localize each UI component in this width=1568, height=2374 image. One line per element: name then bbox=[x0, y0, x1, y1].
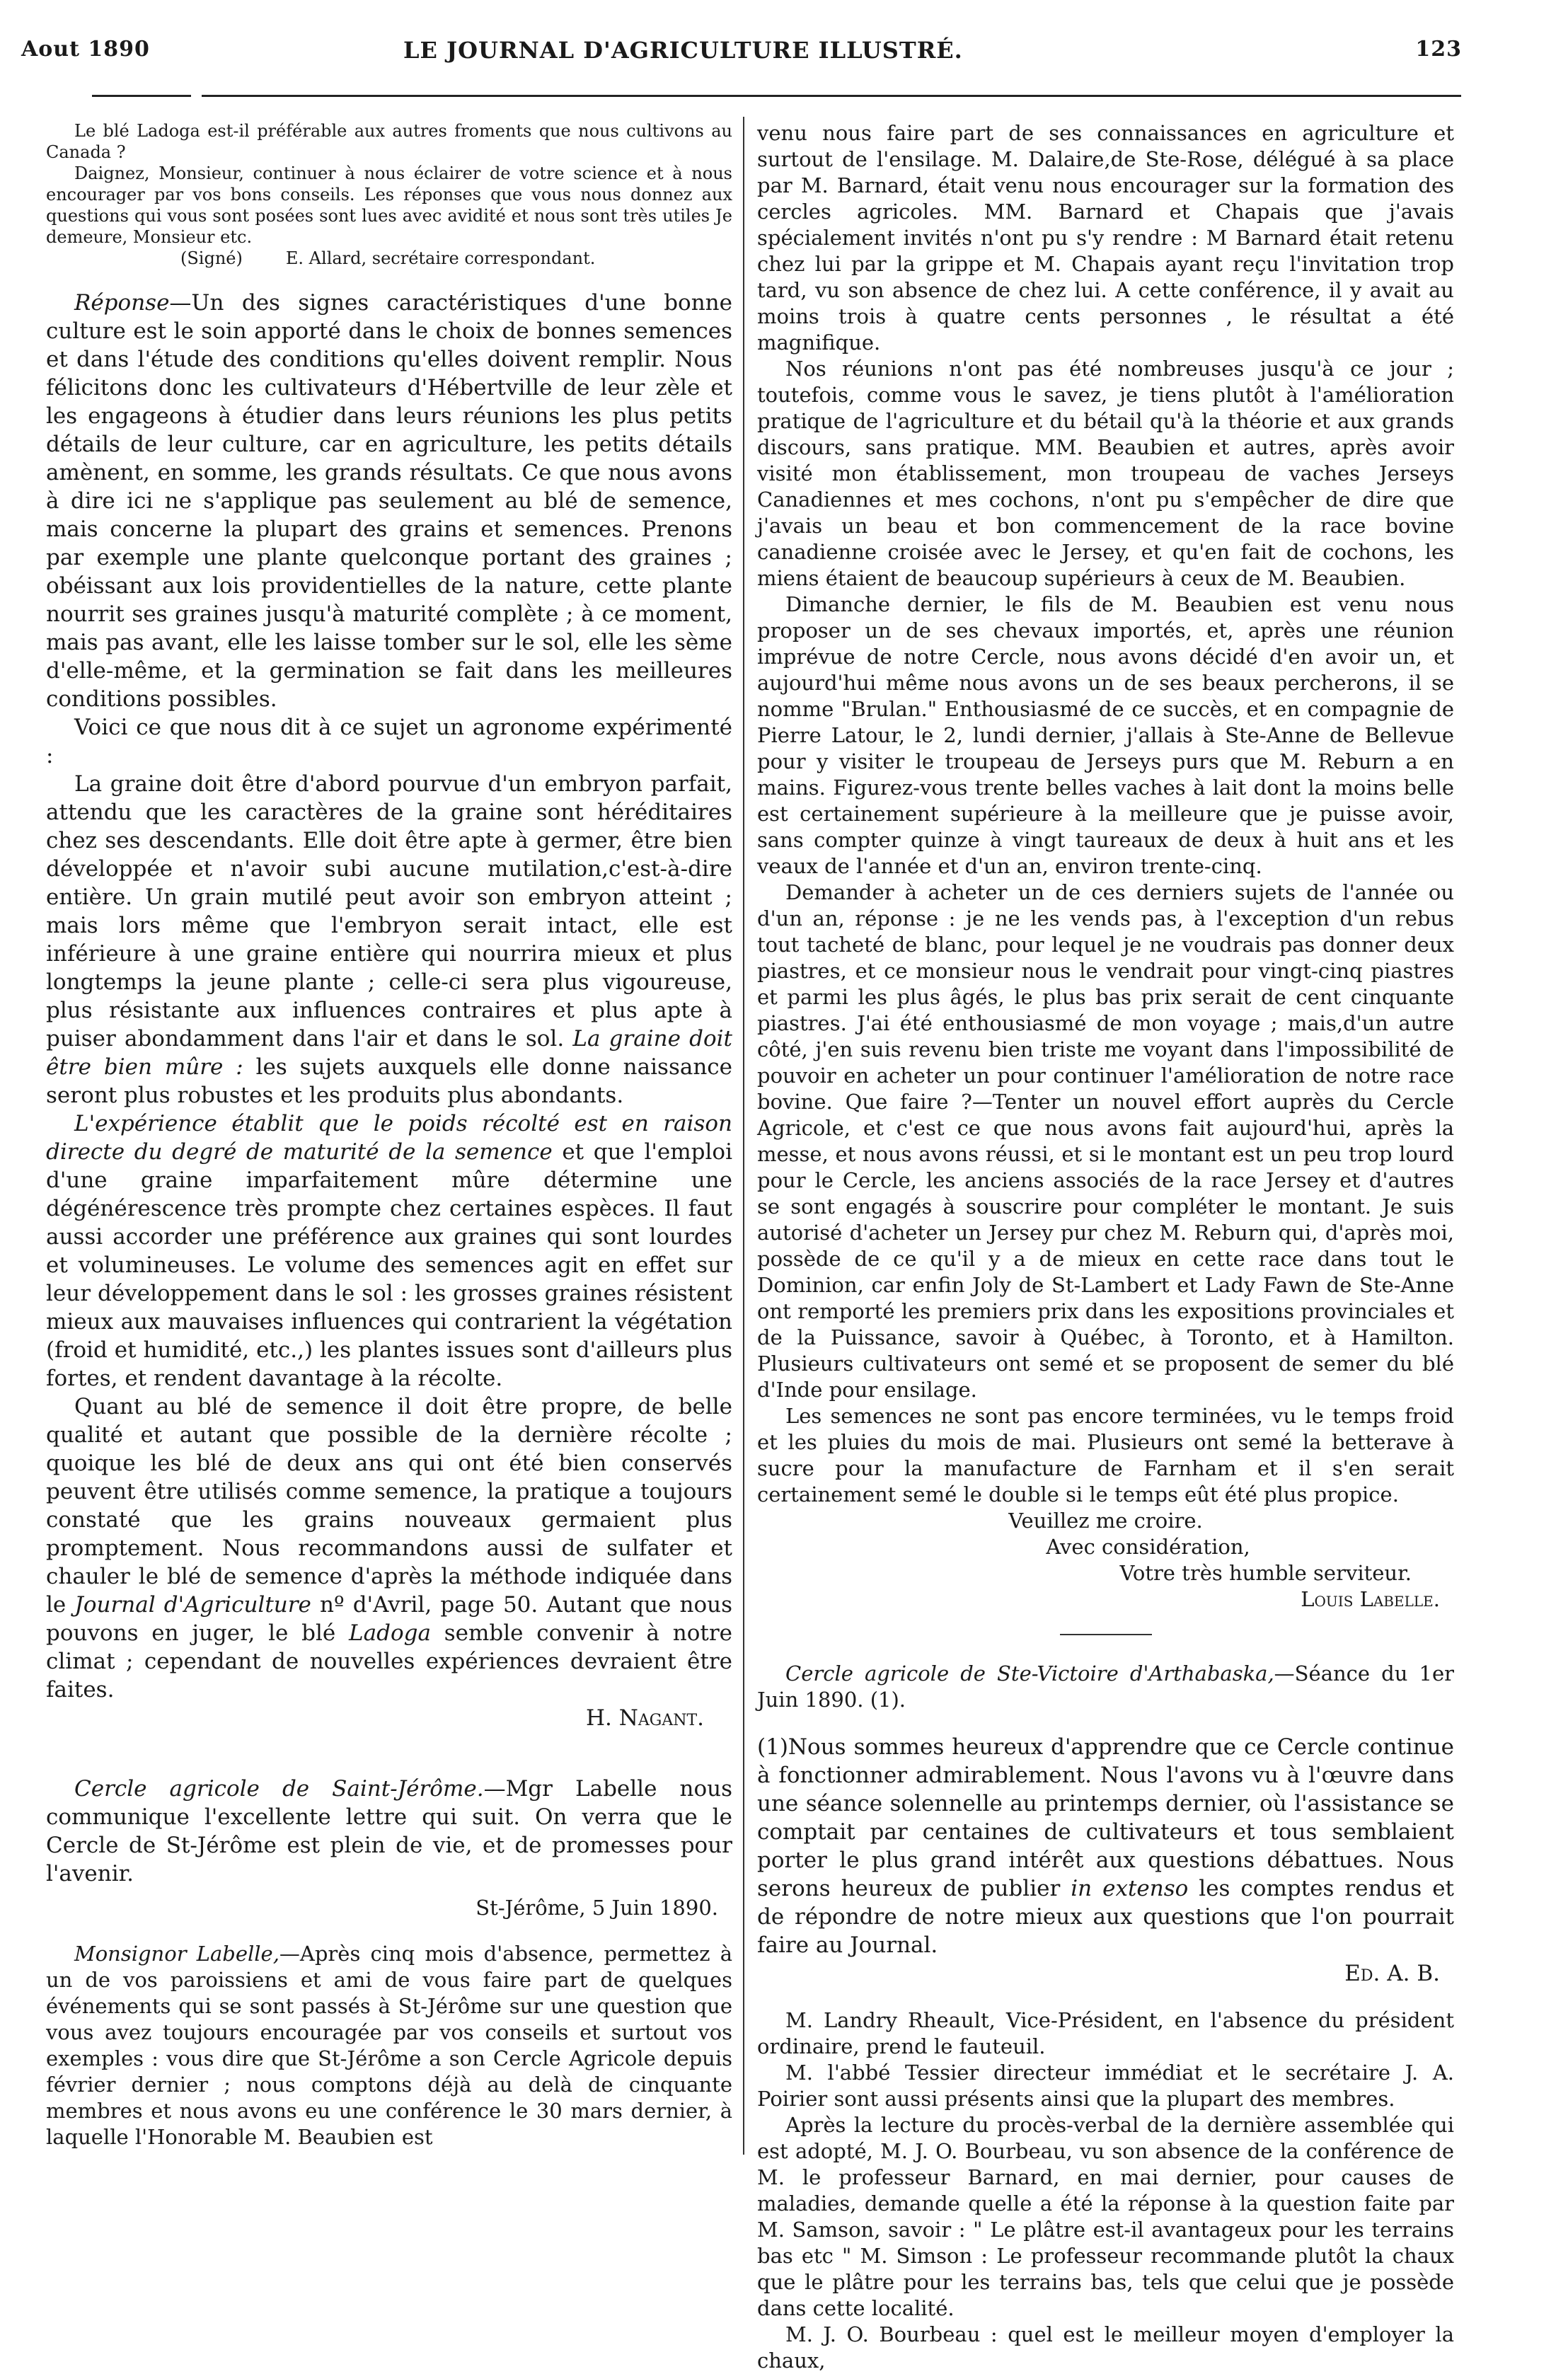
demander-paragraph: Demander à acheter un de ces derniers sujets de l'année ou d'un an, réponse : je ne les vends pas, à l'exception d'un rebus tout tacheté de blanc, pour lequel je ne voudrais pas donner deux piastres, et ce monsieur nous le vendrait pour vingt-cinq piastres et parmi les plus âgés, le plus bas prix serait de cent cinquante piastres. J'ai été enthousiasmé de mon voyage ; mais,d'un autre côté, j'en suis revenu bien triste me voyant dans l'impossibilité de pouvoir en acheter un pour continuer l'amélioration de notre race bovine. Que faire ?—Tenter un nouvel effort auprès du Cercle Agricole, et c'est ce que nous avons fait aujourd'hui, après la messe, et nous avons réussi, et si le montant est un peu trop lourd pour le Cercle, les anciens associés de la race Jersey et d'autres se sont engagés à souscrire pour compléter le montant. Je suis autorisé d'acheter un Jersey pur chez M. Reburn qui, d'après moi, possède de ce qu'il y a de mieux en cette race dans tout le Dominion, car enfin Joly de St-Lambert et Lady Fawn de Ste-Anne ont remporté les premiers prix dans les expositions provinciales et de la Puissance, savoir à Québec, à Toronto, et à Hamilton. Plusieurs cultivateurs ont semé et se proposent de semer du blé d'Inde pour ensilage. bbox=[757, 880, 1454, 1402]
stjerome-intro bbox=[46, 1775, 732, 1888]
graine-text-b: les sujets auxquels elle donne naissance seront plus robustes et les produits plus abondants. bbox=[46, 1054, 733, 1108]
minutes-4: M. J. O. Bourbeau : quel est le meilleur moyen d'employer la chaux, bbox=[757, 2322, 1454, 2373]
reunions-paragraph: Nos réunions n'ont pas été nombreuses jusqu'à ce jour ; toutefois, comme vous le savez, je tiens plutôt à l'amélioration pratique de l'agriculture et du bétail qu'à la théorie et aux grands discours, sans pratique. MM. Beaubien et autres, après avoir visité mon établissement, mon troupeau de vaches Jerseys Canadiennes et mes cochons, n'ont pu s'empêcher de dire que j'avais un beau et bon commencement de la race bovine canadienne croisée avec le Jersey, et qu'en fait de cochons, les miens étaient de beaucoup supérieurs à ceux de M. Beaubien. bbox=[757, 357, 1454, 590]
ble-text-a: Quant au blé de semence il doit être propre, de belle qualité et autant que possible de la dernière récolte ; quoique les blé de deux ans qui ont été bien conservés peuvent être utilisés comme semence, la pratique a toujours constaté que les grains nouveaux germaient plus promptement. Nous recommandons aussi de sulfater et chauler le blé de semence d'après la méthode indiquée dans le bbox=[46, 1394, 732, 1618]
reponse-text: —Un des signes caractéristiques d'une bonne culture est le soin apporté dans le choix de bonnes semences et dans l'étude des conditions qu'elles doivent remplir. Nous félicitons donc les cultivateurs d'Hébertville de leur zèle et les engageons à étudier dans leurs réunions les plus petits détails de leur culture, car en agriculture, les petits détails amènent, en somme, les grands résultats. Ce que nous avons à dire ici ne s'applique pas seulement au blé de semence, mais concerne la plupart des grains et semences. Prenons par exemple une plante quelconque portant des graines ; obéissant aux lois providentielles de la nature, cette plante nourrit ses graines jusqu'à maturité complète ; à ce moment, mais pas avant, elle les laisse tomber sur le sol, elle les sème d'elle-même, et la germination se fait dans les meilleures conditions possibles. bbox=[46, 290, 732, 712]
letter-signature-line bbox=[46, 248, 732, 269]
letter-continued: venu nous faire part de ses connaissances en agriculture et surtout de l'ensilage. M. Dalaire,de Ste-Rose, délégué à sa place par M. Barnard, était venu nous encourager sur la formation des cercles agricoles. MM. Barnard et Chapais que j'avais spécialement invités n'ont pu s'y rendre : M Barnard était retenu chez lui par la grippe et M. Chapais ayant reçu l'invitation trop tard, vu son absence de chez lui. A cette conférence, il y avait au moins trois à quatre cents personnes , le résultat a été magnifique. bbox=[757, 121, 1454, 355]
semences-paragraph: Les semences ne sont pas encore terminées, vu le temps froid et les pluies du mois de mai. Plusieurs ont semé la betterave à sucre pour la manufacture de Farnham et il s'en serait certainement semé le double si le temps eût été plus propice. bbox=[757, 1404, 1454, 1506]
signature-allard: E. Allard, secrétaire correspondant. bbox=[285, 248, 596, 268]
stjerome-date: St-Jérôme, 5 Juin 1890. bbox=[475, 1896, 718, 1920]
signature-label: (Signé) bbox=[180, 248, 243, 268]
closing-line-1: Veuillez me croire. bbox=[1008, 1509, 1203, 1533]
stjerome-letter-text: —Après cinq mois d'absence, permettez à un de vos paroissiens et ami de vous faire part de quelques événements qui se sont passés à St-Jérôme sur une question que vous avez toujours encouragée par vos conseils et surtout vos exemples : vous dire que St-Jérôme a son Cercle Agricole depuis février dernier ; nous comptons déjà au delà de cinquante membres et nous avons eu une conférence le 30 mars dernier, à laquelle l'Honorable M. Beaubien est bbox=[46, 1942, 732, 2149]
section-separator bbox=[1060, 1634, 1152, 1635]
editor-signature: Ed. A. B. bbox=[1344, 1961, 1440, 1986]
header-rule-long bbox=[202, 95, 1461, 97]
letter-closing: Daignez, Monsieur, continuer à nous éclairer de votre science et à nous encourager par vos bons conseils. Les réponses que vous nous donnez aux questions qui vous sont posées sont lues avec avidité et nous sont très utiles Je demeure, Monsieur etc. bbox=[46, 163, 732, 247]
minutes-3: Après la lecture du procès-verbal de la dernière assemblée qui est adopté, M. J. O. Bourbeau, vu son absence de la conférence de M. le professeur Barnard, en mai dernier, pour causes de maladies, demande quelle a été la réponse à la question faite par M. Samson, savoir : " Le plâtre est-il avantageux pour les terrains bas etc " M. Simson : Le professeur recommande plutôt la chaux que le plâtre pour les terrains bas, tels que celui que je possède dans cette localité. bbox=[757, 2113, 1454, 2320]
note-italic: in extenso bbox=[1071, 1876, 1189, 1901]
victoire-date: —Séance du 1er Juin 1890. (1). bbox=[757, 1661, 1454, 1712]
experience-text: et que l'emploi d'une graine imparfaitement mûre détermine une dégénérescence très prompte chez certaines espèces. Il faut aussi accorder une préférence aux graines qui sont lourdes et volumineuses. Le volume des semences agit en effet sur leur développement dans le sol : les grosses graines résistent mieux aux mauvaises influences qui contrarient la végétation (froid et humidité, etc.,) les plantes issues sont d'ailleurs plus fortes, et rendent davantage à la récolte. bbox=[46, 1139, 733, 1391]
reponse-paragraph bbox=[46, 289, 732, 713]
ble-journal-italic: Journal d'Agriculture bbox=[74, 1592, 311, 1618]
closing-line-2: Avec considération, bbox=[1046, 1535, 1250, 1559]
ble-text-b: nº d'Avril, page 50. Autant que nous pouvons en juger, le blé bbox=[46, 1592, 732, 1646]
ble-text-c: semble convenir à notre climat ; cependant de nouvelles expériences devraient être faites. bbox=[46, 1620, 733, 1702]
graine-text-a: La graine doit être d'abord pourvue d'un embryon parfait, attendu que les caractères de la graine sont héréditaires chez ses descendants. Elle doit être apte à germer, être bien développée et n'avoir subi aucune mutilation,c'est-à-dire entière. Un grain mutilé peut avoir son embryon atteint ; mais lors même que l'embryon serait intact, elle est inférieure à une graine entière qui nourrira mieux et plus longtemps la jeune plante ; celle-ci sera plus vigoureuse, plus résistante aux influences contraires et plus apte à puiser abondamment dans l'air et dans le sol. bbox=[46, 771, 732, 1051]
nagant-signature: H. Nagant. bbox=[586, 1705, 704, 1731]
closing-line-3: Votre très humble serviteur. bbox=[1119, 1561, 1412, 1585]
editor-note bbox=[757, 1733, 1454, 1959]
left-column bbox=[46, 120, 733, 2149]
ble-ladoga-italic: Ladoga bbox=[349, 1620, 431, 1646]
graine-paragraph bbox=[46, 770, 732, 1110]
dimanche-paragraph: Dimanche dernier, le fils de M. Beaubien est venu nous proposer un de ses chevaux importés, et, après une réunion imprévue de notre Cercle, nous avons décidé d'en avoir un, et aujourd'hui même nous avons un de ses beaux percherons, il se nomme "Brulan." Enthousiasmé de ce succès, et en compagnie de Pierre Latour, le 2, lundi dernier, j'allais à Ste-Anne de Bellevue pour y visiter le troupeau de Jerseys purs que M. Reburn a en mains. Figurez-vous trente belles vaches à lait dont la moins belle est certainement supérieure à la meilleure que je puisse avoir, sans compter quinze à vingt taureaux de deux à huit ans et les veaux de l'année et d'un an, environ trente-cinq. bbox=[757, 592, 1454, 878]
reponse-label: Réponse bbox=[74, 290, 170, 316]
ble-paragraph bbox=[46, 1393, 732, 1704]
journal-title: LE JOURNAL D'AGRICULTURE ILLUSTRÉ. bbox=[403, 37, 963, 64]
monsignor-salutation: Monsignor Labelle, bbox=[74, 1942, 279, 1966]
experience-paragraph bbox=[46, 1110, 732, 1393]
victoire-heading bbox=[757, 1661, 1454, 1713]
letter-question: Le blé Ladoga est-il préférable aux autres froments que nous cultivons au Canada ? bbox=[46, 121, 732, 162]
graine-italic: La graine doit être bien mûre : bbox=[46, 1026, 733, 1080]
minutes-1: M. Landry Rheault, Vice-Président, en l'absence du président ordinaire, prend le fauteuil. bbox=[757, 2008, 1454, 2058]
header-rule-short bbox=[92, 95, 191, 97]
page-number: 123 bbox=[1415, 37, 1462, 62]
minutes-2: M. l'abbé Tessier directeur immédiat et le secrétaire J. A. Poirier sont aussi présents ainsi que la plupart des membres. bbox=[757, 2061, 1454, 2111]
header-date: Aout 1890 bbox=[21, 37, 150, 62]
experience-italic: L'expérience établit que le poids récolté est en raison directe du degré de maturité de la semence bbox=[46, 1111, 732, 1165]
column-divider bbox=[743, 117, 744, 2155]
note-text-a: (1)Nous sommes heureux d'apprendre que ce Cercle continue à fonctionner admirablement. Nous l'avons vu à l'œuvre dans une séance solennelle au printemps dernier, où l'assistance se comptait par centaines de cultivateurs et tous semblaient porter le plus grand intérêt aux questions débattues. Nous serons heureux de publier bbox=[757, 1734, 1454, 1901]
stjerome-intro-text: —Mgr Labelle nous communique l'excellente lettre qui suit. On verra que le Cercle de St-Jérôme est plein de vie, et de promesses pour l'avenir. bbox=[46, 1776, 732, 1886]
right-column bbox=[757, 120, 1455, 2373]
note-text-b: les comptes rendus et de répondre de notre mieux aux questions que l'on pourrait faire au Journal. bbox=[757, 1876, 1455, 1958]
stjerome-letter bbox=[46, 1941, 732, 2150]
victoire-title: Cercle agricole de Ste-Victoire d'Arthabaska, bbox=[785, 1661, 1274, 1686]
agronome-paragraph: Voici ce que nous dit à ce sujet un agronome expérimenté : bbox=[46, 715, 732, 768]
labelle-signature: Louis Labelle. bbox=[1301, 1587, 1440, 1611]
stjerome-title: Cercle agricole de Saint-Jérôme. bbox=[74, 1776, 484, 1802]
